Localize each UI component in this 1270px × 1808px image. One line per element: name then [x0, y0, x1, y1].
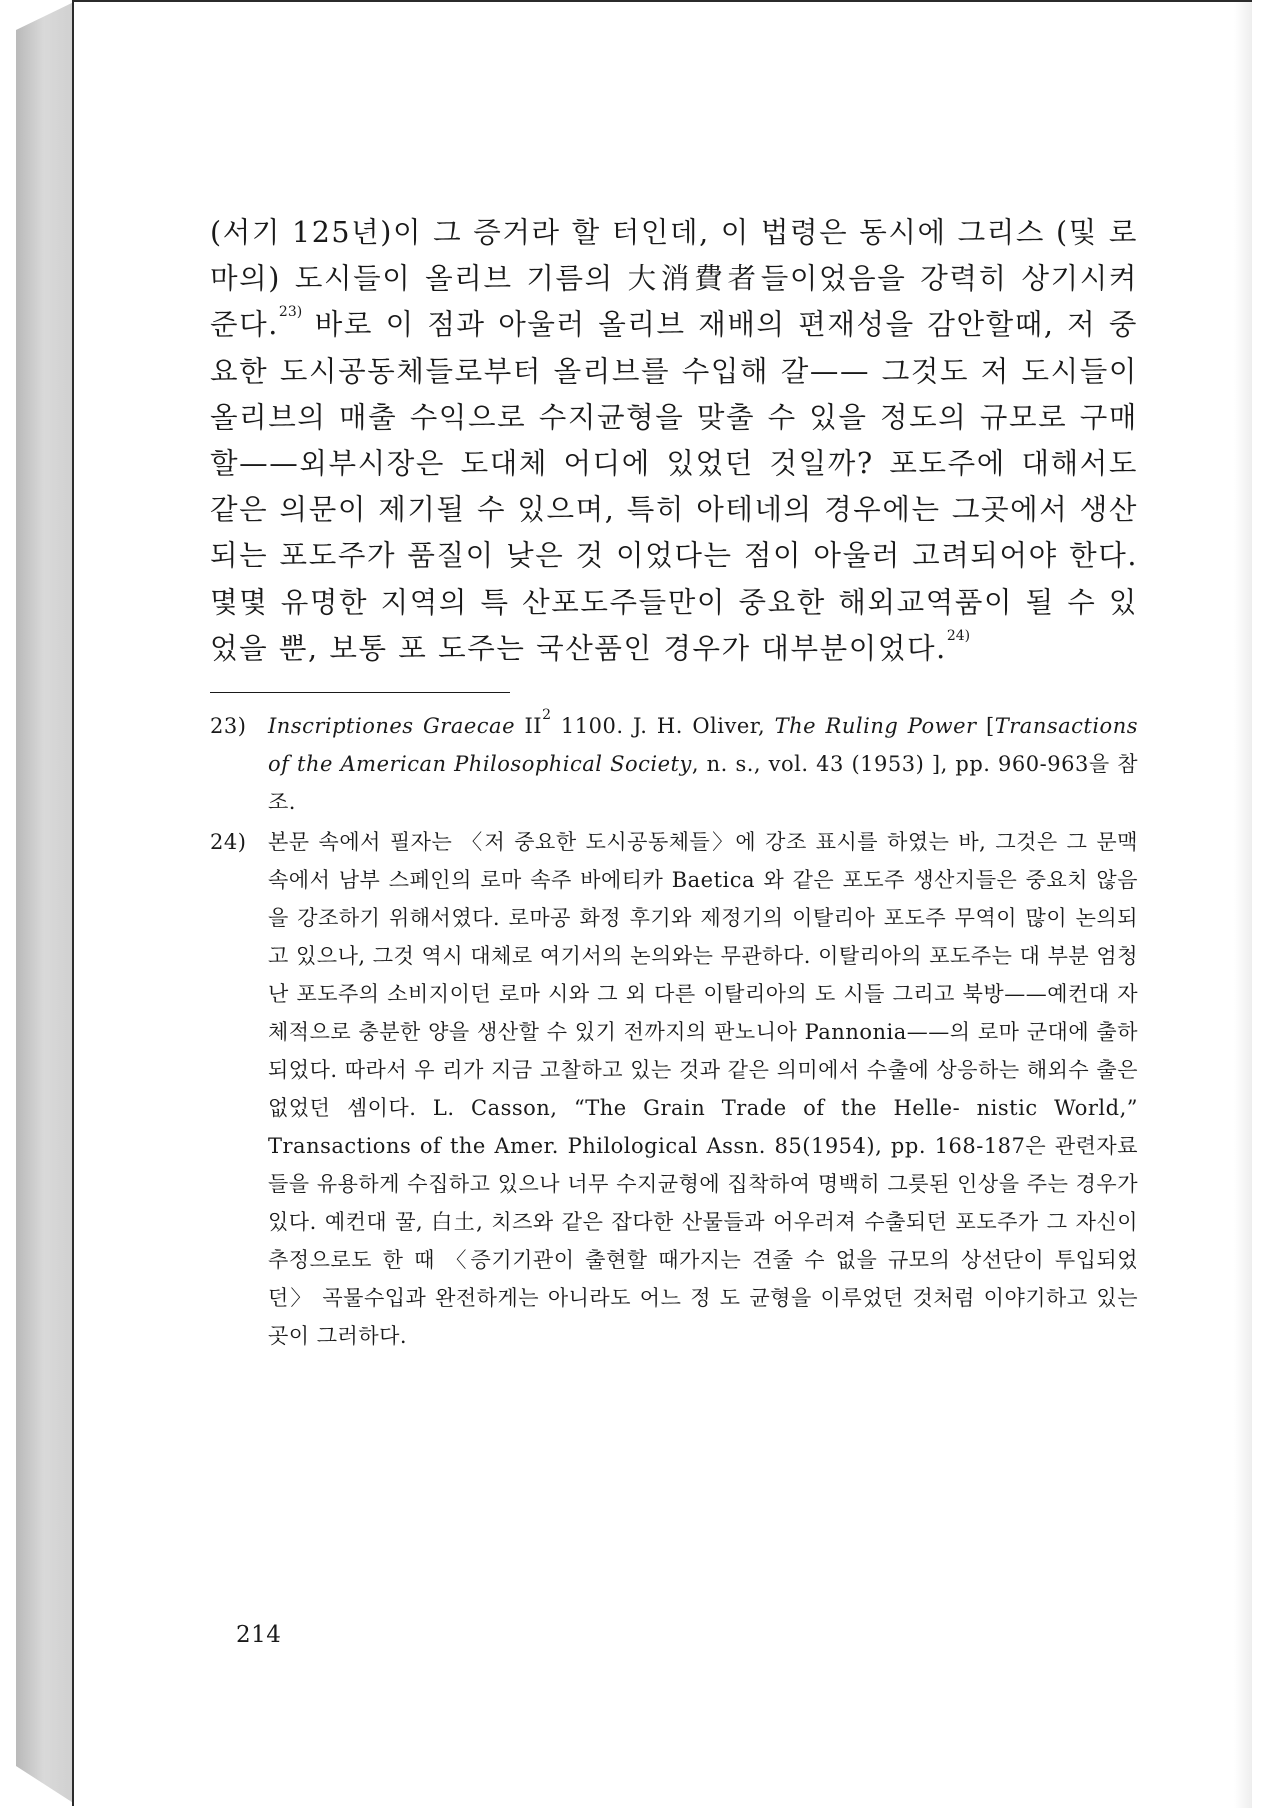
footnote-text: 본문 속에서 필자는 〈저 중요한 도시공동체들〉에 강조 표시를 하였는 바, 그것은 그 문맥 속에서 남부 스페인의 로마 속주 바에티카 Baetica 와 같은 포도주 생산지들은 중요치 않음을 강조하기 위해서였다. 로마공 화정 후기와 제정기의 이탈리아 포도주 무역이 많이 논의되고 있으나, 그것 역시 대체로 여기서의 논의와는 무관하다. 이탈리아의 포도주는 대 부분 엄청난 포도주의 소비지이던 로마 시와 그 외 다른 이탈리아의 도 시들 그리고 북방——예컨대 자체적으로 충분한 양을 생산할 수 있기 전까지의 판노니아 Pannonia——의 로마 군대에 출하되었다. 따라서 우 리가 지금 고찰하고 있는 것과 같은 의미에서 수출에 상응하는 해외수 출은 없었던 셈이다. L. Casson, “The Grain Trade of the Helle- nistic World,” Transactions of the Amer. Philological Assn. 85(1954), pp. 168-187은 관련자료들을 유용하게 수집하고 있으나 너무 수지균형에 집착하여 명백히 그릇된 인상을 주는 경우가 있다. 예컨대 꿀, 白土, 치즈와 같은 잡다한 산물들과 어우러져 수출되던 포도주가 그 자신이 추정으로도 한 때 〈증기기관이 출현할 때가지는 견줄 수 없을 규모의 상선단이 투입되었던〉 곡물수입과 완전하게는 아니라도 어느 정 도 균형을 이루었던 것처럼 이야기하고 있는 곳이 그러하다.: [268, 830, 1138, 1349]
footnote-italic-title: Transactions of the American Philosophical Society: [268, 714, 1138, 777]
footnote-text: [268, 707, 1138, 821]
footnote-italic-title: Inscriptiones Graecae: [268, 714, 516, 739]
main-text-part1: (서기 125년)이 그 증거라 할 터인데, 이 법령은 동시에 그리스 (및 로마의) 도시들이 올리브 기름의 大消費者들이었음을 강력히 상기시켜 준다.: [210, 216, 1138, 342]
footnote-ref-text: 1100. J. H. Oliver,: [551, 714, 775, 739]
footnote-ref-24: 24): [946, 627, 971, 644]
page-edge-shadow: [1234, 2, 1252, 1808]
footnote-ref-23: 23): [278, 304, 303, 321]
footnote-divider: [210, 692, 510, 693]
page-content: [210, 210, 1138, 1357]
footnotes: [210, 707, 1138, 1355]
footnote-23: [210, 707, 1138, 821]
footnote-number: 24): [210, 830, 247, 855]
superscript: 2: [542, 707, 552, 724]
page-number: 214: [236, 1622, 282, 1648]
footnote-number: 23): [210, 714, 247, 739]
footnote-tail: , n. s., vol. 43 (1953) ], pp. 960-963을 참조.: [268, 752, 1138, 815]
footnote-bracket: [: [976, 714, 995, 739]
footnote-24: [210, 823, 1138, 1355]
book-edge: [16, 0, 78, 1806]
main-paragraph: [210, 210, 1138, 672]
footnote-italic-title: The Ruling Power: [774, 714, 977, 739]
main-text-part2: 바로 이 점과 아울러 올리브 재배의 편재성을 감안할때, 저 중요한 도시공동체들로부터 올리브를 수입해 갈—— 그것도 저 도시들이 올리브의 매출 수익으로 수지균형을 맞출 수 있을 정도의 규모로 구매할——외부시장은 도대체 어디에 있었던 것일까? 포도주에 대해서도 같은 의문이 제기될 수 있으며, 특히 아테네의 경우에는 그곳에서 생산되는 포도주가 품질이 낮은 것 이었다는 점이 아울러 고려되어야 한다. 몇몇 유명한 지역의 특 산포도주들만이 중요한 해외교역품이 될 수 있었을 뿐, 보통 포 도주는 국산품인 경우가 대부분이었다.: [210, 308, 1138, 665]
footnote-ref-text: II: [515, 714, 543, 739]
